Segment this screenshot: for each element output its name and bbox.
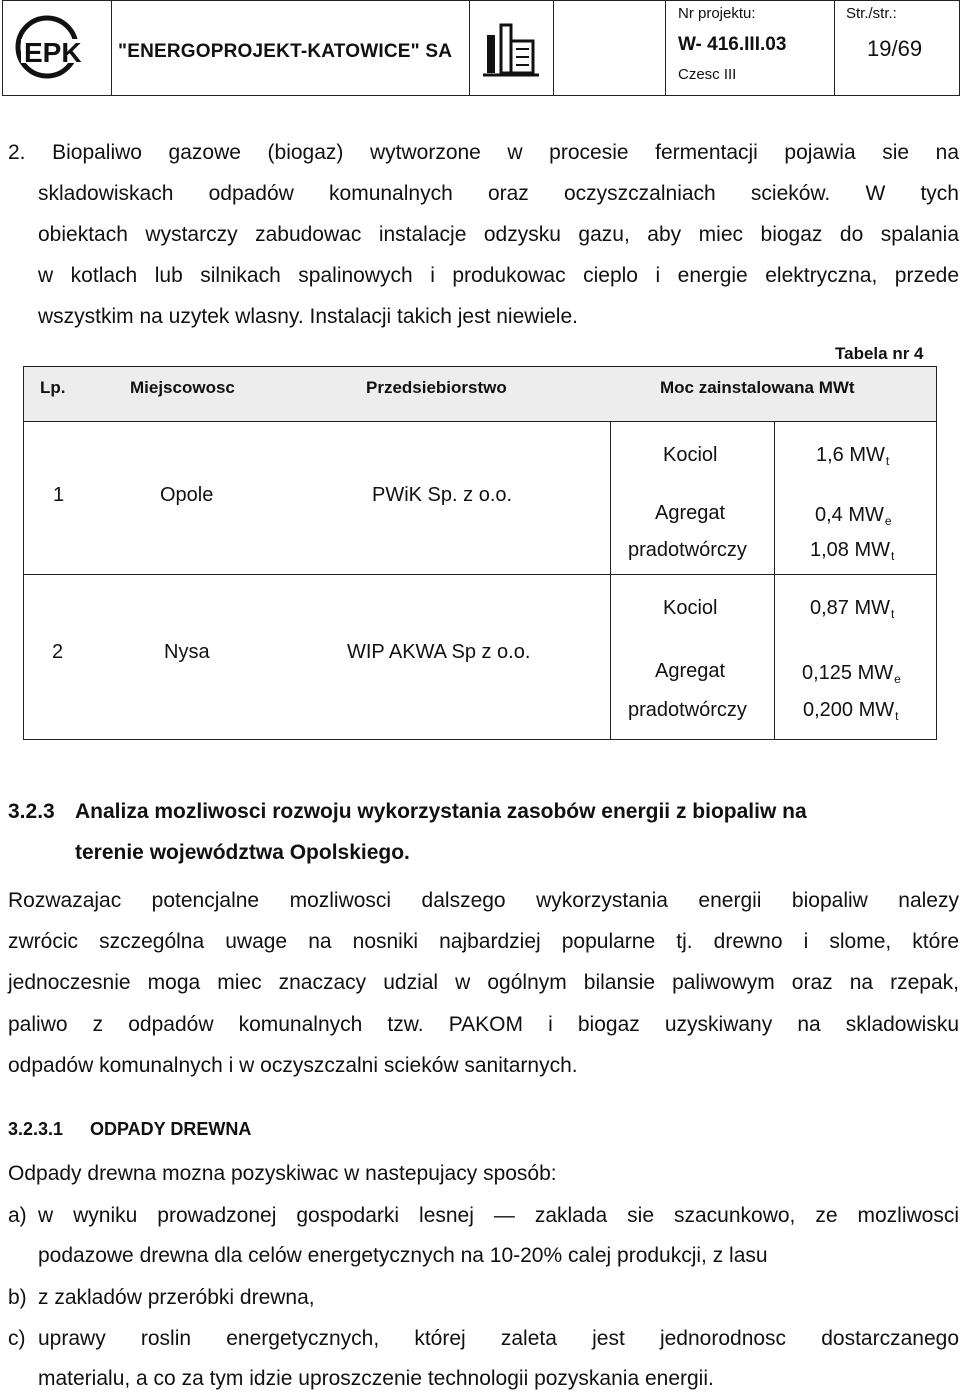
cell-place: Opole (160, 484, 214, 506)
company-logo (15, 15, 103, 79)
page-number: 19/69 (867, 36, 923, 61)
cell-value: 0,87 $MW_t$ (810, 597, 895, 621)
paragraph-line: zwrócic szczególna uwage na nosniki najbardziej popularne tj. drewno i slome, które (8, 930, 959, 953)
section-number: 3.2.3 (8, 800, 55, 823)
section-title: terenie województwa Opolskiego. (75, 841, 410, 864)
cell-value: 0,4 $MW_e$ (815, 504, 892, 528)
company-name: "ENERGOPROJEKT-KATOWICE" SA (118, 41, 453, 62)
subsection-lead: Odpady drewna mozna pozyskiwac w nastepujacy sposób: (8, 1162, 557, 1185)
list-text: uprawy roslin energetycznych, której zaleta jest jednorodnosc dostarczanego (38, 1327, 959, 1350)
list-text: w wyniku prowadzonej gospodarki lesnej — zaklada sie szacunkowo, ze mozliwosci (38, 1204, 959, 1227)
intro-line: wszystkim na uzytek wlasny. Instalacji takich jest niewiele. (38, 305, 578, 328)
paragraph-line: Rozwazajac potencjalne mozliwosci dalszego wykorzystania energii biopaliw nalezy (8, 889, 959, 912)
project-number: W- 416.III.03 (678, 34, 787, 55)
cell-value: 1,08 $MW_t$ (810, 539, 895, 563)
paragraph-line: paliwo z odpadów komunalnych tzw. PAKOM i biogaz uzyskiwany na skladowisku (8, 1013, 959, 1036)
list-text: materialu, a co za tym idzie uproszczenie technologii pozyskania energii. (38, 1367, 714, 1390)
intro-line: 2. Biopaliwo gazowe (biogaz) wytworzone w procesie fermentacji pojawia sie na (8, 141, 959, 164)
building-icon (483, 19, 543, 79)
list-text: z zakladów przeróbki drewna, (38, 1286, 315, 1309)
cell-company: PWiK Sp. z o.o. (372, 484, 513, 506)
cell-unit: pradotwórczy (628, 539, 747, 561)
intro-line: skladowiskach odpadów komunalnych oraz oczyszczalniach scieków. W tych (38, 182, 959, 205)
document-part: Czesc III (678, 66, 737, 83)
page-label: Str./str.: (846, 5, 897, 22)
intro-line: obiektach wystarczy zabudowac instalacje odzysku gazu, aby miec biogaz do spalania (38, 223, 959, 246)
table-caption: Tabela nr 4 (835, 344, 924, 363)
cell-company: WIP AKWA Sp z o.o. (347, 641, 531, 663)
list-marker: a) (8, 1204, 27, 1227)
cell-unit: Kociol (663, 444, 718, 466)
cell-unit: Agregat (655, 660, 726, 682)
cell-unit: pradotwórczy (628, 699, 747, 721)
paragraph-line: jednoczesnie moga miec znaczacy udzial w ogólnym bilansie paliwowym oraz na rzepak, (8, 971, 959, 994)
cell-value: 0,200 $MW_t$ (803, 699, 899, 723)
cell-value: 0,125 $MW_e$ (802, 662, 901, 686)
header-place: Miejscowosc (130, 378, 235, 397)
list-marker: c) (8, 1327, 26, 1350)
paragraph-line: odpadów komunalnych i w oczyszczalni scieków sanitarnych. (8, 1054, 578, 1077)
cell-lp: 2 (52, 641, 64, 663)
cell-unit: Agregat (655, 502, 726, 524)
cell-value: 1,6 $MW_t$ (816, 444, 890, 468)
document-header (2, 0, 960, 96)
table-body (23, 422, 937, 740)
subsection-title: ODPADY DREWNA (90, 1119, 252, 1139)
header-company: Przedsiebiorstwo (366, 378, 507, 397)
intro-line: w kotlach lub silnikach spalinowych i produkowac cieplo i energie elektryczna, przede (38, 264, 959, 287)
subsection-number: 3.2.3.1 (8, 1119, 64, 1139)
list-text: podazowe drewna dla celów energetycznych na 10-20% calej produkcji, z lasu (38, 1244, 768, 1267)
cell-unit: Kociol (663, 597, 718, 619)
cell-place: Nysa (164, 641, 210, 663)
cell-lp: 1 (53, 484, 65, 506)
section-title: Analiza mozliwosci rozwoju wykorzystania zasobów energii z biopaliw na (75, 800, 807, 823)
header-lp: Lp. (40, 378, 66, 397)
header-capacity: Moc zainstalowana MWt (660, 378, 855, 397)
list-marker: b) (8, 1286, 27, 1309)
logo-text: EPK (24, 37, 82, 68)
project-number-label: Nr projektu: (678, 5, 756, 22)
